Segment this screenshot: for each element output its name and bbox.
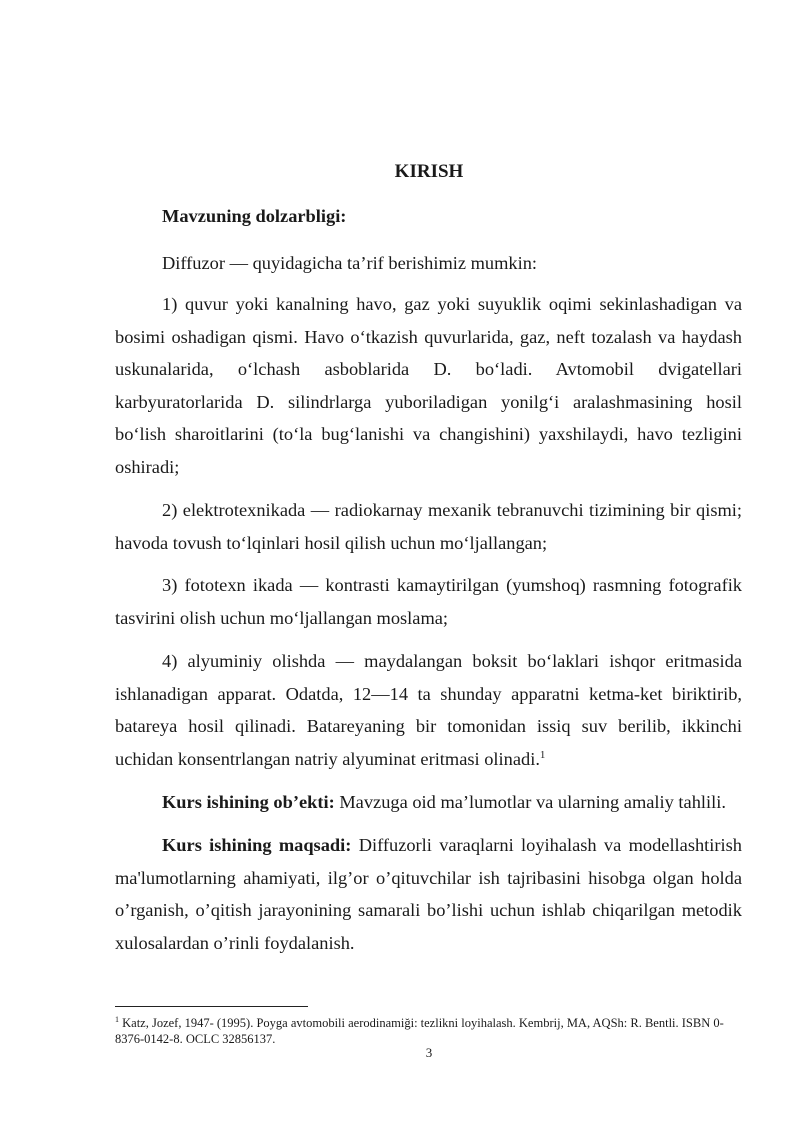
list-item-4 [115, 645, 742, 775]
footnote-divider [115, 1006, 308, 1007]
object-text: Mavzuga oid ma’lumotlar va ularning amaliy tahlili. [334, 792, 726, 812]
footnote-number: 1 [115, 1014, 119, 1024]
list-item-3: 3) fototexn ikada — kontrasti kamaytirilgan (yumshoq) rasmning fotografik tasvirini olish uchun mo‘ljallangan moslama; [115, 575, 742, 628]
footnote-text: Katz, Jozef, 1947- (1995). Poyga avtomobili aerodinamiği: tezlikni loyihalash. Kembrij, MA, AQSh: R. Bentli. ISBN 0-8376-0142-8. OCLC 32856137. [115, 1016, 724, 1046]
footnote [115, 1015, 745, 1047]
object-label: Kurs ishining ob’ekti: [162, 792, 335, 812]
object-paragraph [115, 786, 742, 819]
goal-paragraph [115, 829, 742, 959]
footnote-ref[interactable]: 1 [539, 748, 546, 761]
page-heading: KIRISH [394, 161, 464, 182]
page-number: 3 [425, 1045, 433, 1060]
intro-paragraph: Diffuzor — quyidagicha ta’rif berishimiz mumkin: [162, 253, 538, 273]
goal-label: Kurs ishining maqsadi: [162, 835, 352, 855]
relevance-heading: Mavzuning dolzarbligi: [162, 206, 347, 226]
list-item-2: 2) elektrotexnikada — radiokarnay mexanik tebranuvchi tizimining bir qismi; havoda tovush to‘lqinlari hosil qilish uchun mo‘ljallangan; [115, 500, 742, 553]
list-item-4-text: 4) alyuminiy olishda — maydalangan boksit bo‘laklari ishqor eritmasida ishlanadigan apparat. Odatda, 12—14 ta shunday apparatni ketma-ket biriktirib, batareya hosil qilinadi. Batareyaning bir tomonidan issiq suv berilib, ikkinchi uchidan konsentrlangan natriy alyuminat eritmasi olinadi. [115, 651, 742, 769]
list-item-1: 1) quvur yoki kanalning havo, gaz yoki suyuklik oqimi sekinlashadigan va bosimi oshadigan qismi. Havo o‘tkazish quvurlarida, gaz, neft tozalash va haydash uskunalarida, o‘lchash asboblarida D. bo‘ladi. Avtomobil dvigatellari karbyuratorlarida D. silindrlarga yuboriladigan yonilg‘i aralashmasining hosil bo‘lish sharoitlarini (to‘la bug‘lanishi va changishini) yaxshilaydi, havo tezligini oshiradi; [115, 294, 742, 477]
goal-text: Diffuzorli varaqlarni loyihalash va modellashtirish ma'lumotlarning ahamiyati, ilg’or o’qituvchilar ish tajribasini hisobga olgan holda o’rganish, o’qitish jarayonining samarali bo’lishi uchun ishlab chiqarilgan metodik xulosalardan o’rinli foydalanish. [115, 835, 742, 953]
